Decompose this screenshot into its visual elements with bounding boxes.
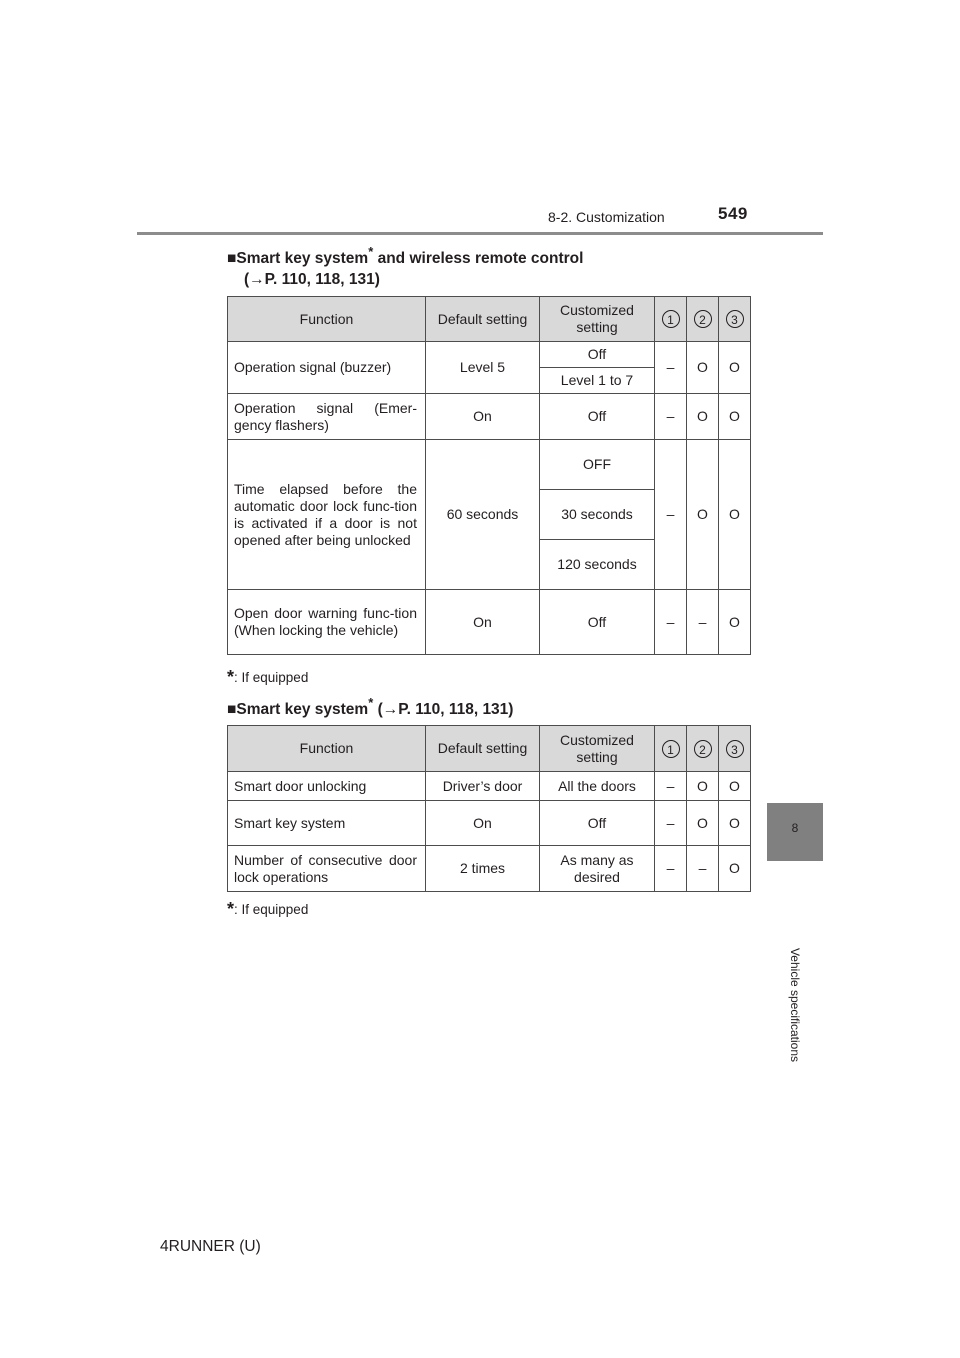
function-cell: Time elapsed before the automatic door lock func-tion is activated if a door is not opened after being unlocked bbox=[228, 440, 426, 590]
custom-cell: Off bbox=[540, 590, 655, 655]
mark-cell: – bbox=[655, 394, 687, 440]
custom-cell: 30 seconds bbox=[540, 490, 655, 540]
table-row bbox=[228, 342, 751, 368]
mark-cell: – bbox=[655, 801, 687, 846]
mark-cell: – bbox=[655, 590, 687, 655]
col-customized: Customized setting bbox=[540, 297, 655, 342]
section1-page-ref: (→P. 110, 118, 131) bbox=[244, 271, 380, 289]
section-header: 8-2. Customization bbox=[548, 209, 665, 225]
section2-title-main: Smart key system bbox=[236, 701, 369, 719]
header-divider bbox=[137, 232, 823, 235]
custom-cell: As many as desired bbox=[540, 846, 655, 892]
custom-cell: Off bbox=[540, 342, 655, 368]
table-header-row bbox=[228, 726, 751, 772]
col-3 bbox=[719, 297, 751, 342]
page-number: 549 bbox=[718, 204, 748, 223]
default-cell: Level 5 bbox=[426, 342, 540, 394]
custom-cell: Level 1 to 7 bbox=[540, 368, 655, 394]
section1-title bbox=[227, 242, 583, 290]
circled-2-icon: 2 bbox=[694, 740, 712, 758]
section1-footnote bbox=[227, 667, 308, 688]
custom-cell: 120 seconds bbox=[540, 540, 655, 590]
section1-table bbox=[227, 296, 751, 655]
footnote-text: : If equipped bbox=[234, 670, 309, 685]
circled-1-icon: 1 bbox=[662, 310, 680, 328]
col-1 bbox=[655, 297, 687, 342]
circled-3-icon: 3 bbox=[726, 310, 744, 328]
mark-cell: – bbox=[655, 342, 687, 394]
function-cell: Open door warning func-tion (When locking the vehicle) bbox=[228, 590, 426, 655]
asterisk-icon: * bbox=[227, 899, 235, 919]
mark-cell: – bbox=[687, 590, 719, 655]
col-default: Default setting bbox=[426, 297, 540, 342]
table-row bbox=[228, 440, 751, 490]
default-cell: 2 times bbox=[426, 846, 540, 892]
col-function: Function bbox=[228, 726, 426, 772]
section1-title-main: Smart key system bbox=[236, 250, 369, 268]
mark-cell: O bbox=[687, 801, 719, 846]
section2-title bbox=[227, 693, 513, 720]
mark-cell: O bbox=[719, 846, 751, 892]
section2-footnote bbox=[227, 899, 308, 920]
mark-cell: O bbox=[719, 590, 751, 655]
col-2 bbox=[687, 726, 719, 772]
bullet-icon: ■ bbox=[227, 701, 237, 719]
footer-model: 4RUNNER (U) bbox=[160, 1238, 261, 1255]
section1-title-rest: and wireless remote control bbox=[373, 250, 584, 268]
mark-cell: – bbox=[655, 440, 687, 590]
custom-cell: All the doors bbox=[540, 772, 655, 801]
function-cell: Number of consecutive door lock operations bbox=[228, 846, 426, 892]
default-cell: 60 seconds bbox=[426, 440, 540, 590]
custom-cell: Off bbox=[540, 394, 655, 440]
mark-cell: O bbox=[719, 342, 751, 394]
col-default: Default setting bbox=[426, 726, 540, 772]
footnote-text: : If equipped bbox=[234, 902, 309, 917]
function-cell: Operation signal (Emer-gency flashers) bbox=[228, 394, 426, 440]
asterisk-icon: * bbox=[368, 695, 374, 710]
table-row bbox=[228, 772, 751, 801]
chapter-side-label: Vehicle specifications bbox=[788, 947, 802, 1063]
col-function: Function bbox=[228, 297, 426, 342]
mark-cell: – bbox=[655, 772, 687, 801]
table-header-row bbox=[228, 297, 751, 342]
col-1 bbox=[655, 726, 687, 772]
mark-cell: O bbox=[719, 801, 751, 846]
mark-cell: O bbox=[719, 440, 751, 590]
table-row bbox=[228, 394, 751, 440]
mark-cell: – bbox=[655, 846, 687, 892]
function-cell: Operation signal (buzzer) bbox=[228, 342, 426, 394]
mark-cell: O bbox=[687, 394, 719, 440]
table-row bbox=[228, 801, 751, 846]
circled-2-icon: 2 bbox=[694, 310, 712, 328]
mark-cell: O bbox=[687, 342, 719, 394]
table-row bbox=[228, 590, 751, 655]
default-cell: Driver’s door bbox=[426, 772, 540, 801]
section2-table bbox=[227, 725, 751, 892]
function-cell: Smart key system bbox=[228, 801, 426, 846]
bullet-icon: ■ bbox=[227, 250, 237, 268]
mark-cell: O bbox=[719, 394, 751, 440]
circled-3-icon: 3 bbox=[726, 740, 744, 758]
custom-cell: Off bbox=[540, 801, 655, 846]
chapter-tab-number: 8 bbox=[791, 821, 799, 835]
asterisk-icon: * bbox=[227, 667, 235, 687]
mark-cell: O bbox=[687, 440, 719, 590]
col-customized: Customized setting bbox=[540, 726, 655, 772]
mark-cell: O bbox=[687, 772, 719, 801]
function-cell: Smart door unlocking bbox=[228, 772, 426, 801]
mark-cell: O bbox=[719, 772, 751, 801]
circled-1-icon: 1 bbox=[662, 740, 680, 758]
default-cell: On bbox=[426, 394, 540, 440]
table-row bbox=[228, 846, 751, 892]
mark-cell: – bbox=[687, 846, 719, 892]
section2-title-rest: (→P. 110, 118, 131) bbox=[373, 701, 514, 719]
default-cell: On bbox=[426, 801, 540, 846]
col-3 bbox=[719, 726, 751, 772]
custom-cell: OFF bbox=[540, 440, 655, 490]
col-2 bbox=[687, 297, 719, 342]
asterisk-icon: * bbox=[368, 244, 374, 259]
default-cell: On bbox=[426, 590, 540, 655]
